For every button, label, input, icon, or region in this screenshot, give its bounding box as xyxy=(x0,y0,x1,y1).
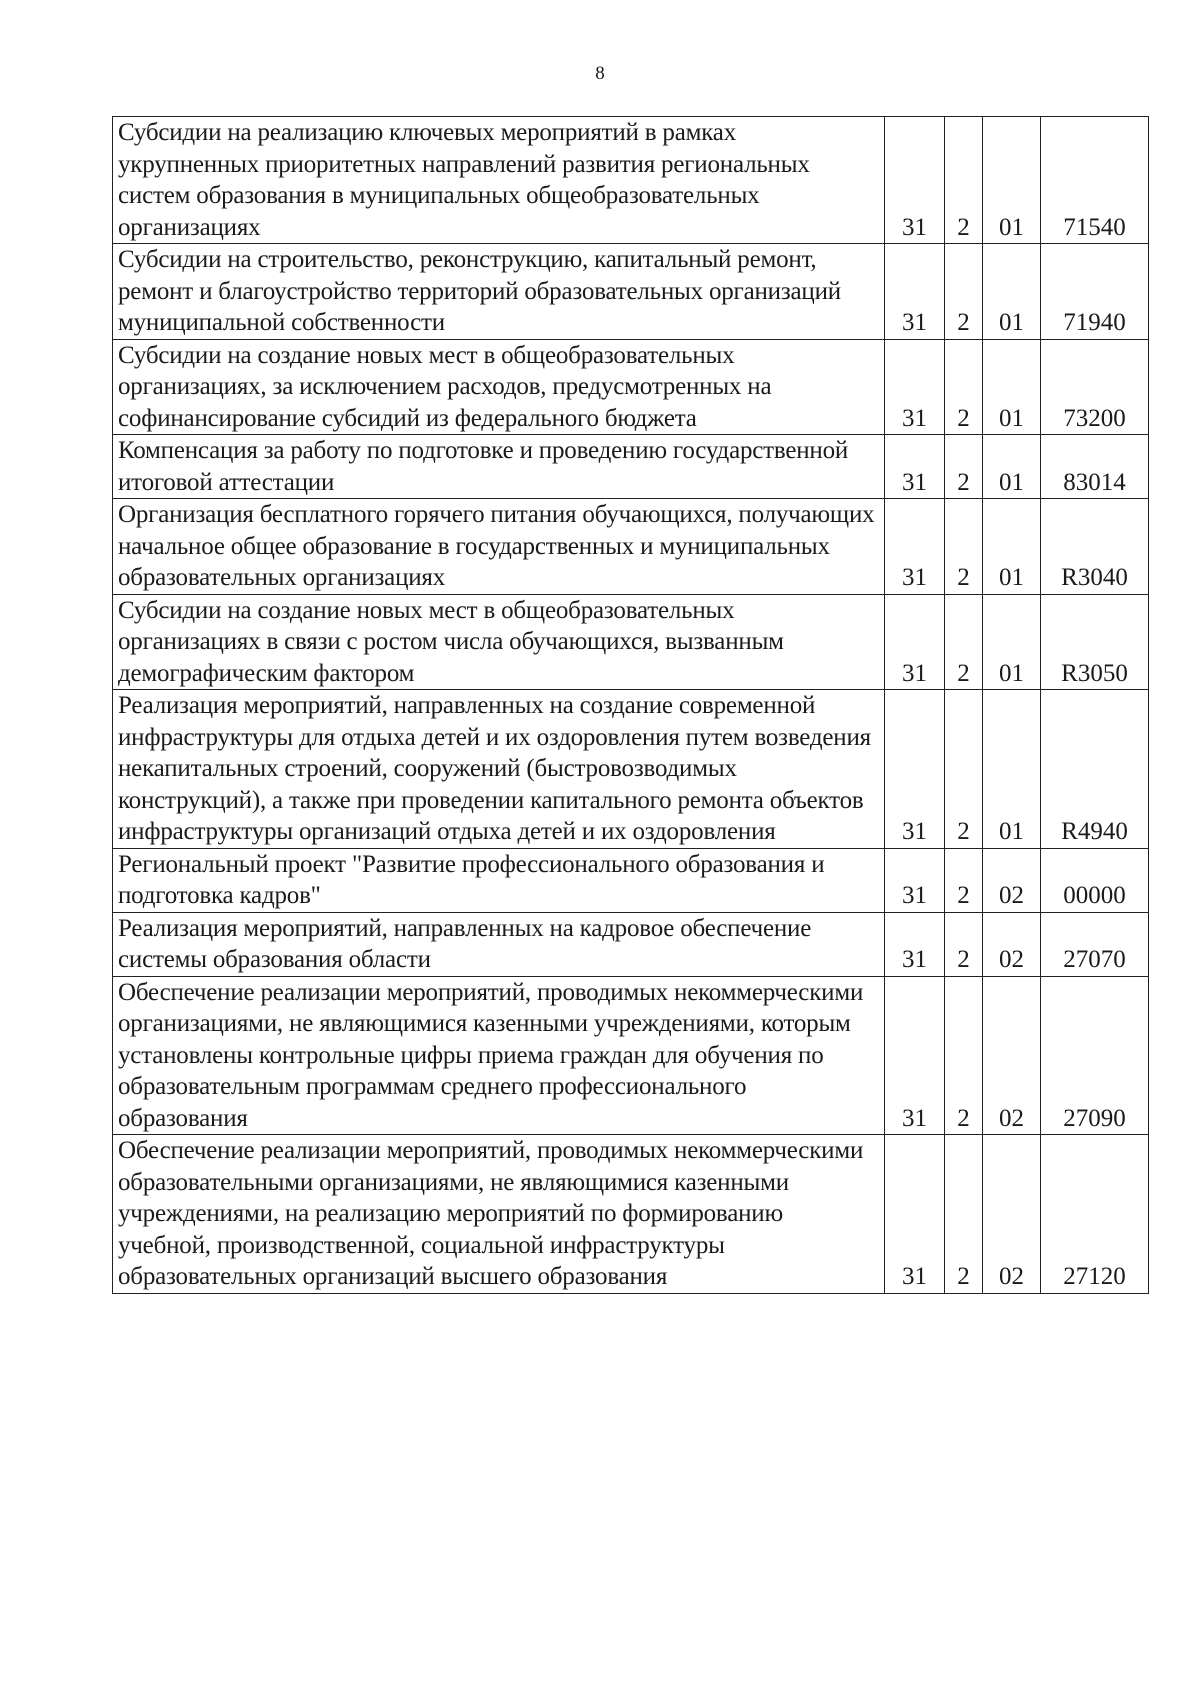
program-code-cell: 31 xyxy=(885,912,945,976)
row-description: Субсидии на реализацию ключевых мероприятий в рамках укрупненных приоритетных направлений развития региональных систем образования в муниципальных общеобразовательных организациях xyxy=(113,117,885,244)
table-row xyxy=(113,848,1149,912)
table-row xyxy=(113,435,1149,499)
table-row xyxy=(113,690,1149,849)
table-row xyxy=(113,244,1149,340)
row-description: Организация бесплатного горячего питания обучающихся, получающих начальное общее образование в государственных и муниципальных образовательных организациях xyxy=(113,499,885,595)
program-code-cell: 31 xyxy=(885,435,945,499)
direction-code-cell: 01 xyxy=(983,339,1041,435)
row-description: Субсидии на создание новых мест в общеобразовательных организациях в связи с ростом числа обучающихся, вызванным демографическим фактором xyxy=(113,594,885,690)
subprogram-code-cell: 2 xyxy=(945,976,983,1135)
subprogram-code-cell: 2 xyxy=(945,499,983,595)
table-row xyxy=(113,1135,1149,1294)
expense-code-cell: 71940 xyxy=(1041,244,1149,340)
subprogram-code-cell: 2 xyxy=(945,435,983,499)
program-code-cell: 31 xyxy=(885,976,945,1135)
direction-code-cell: 02 xyxy=(983,848,1041,912)
expense-code-cell: 83014 xyxy=(1041,435,1149,499)
program-code-cell: 31 xyxy=(885,1135,945,1294)
program-code-cell: 31 xyxy=(885,594,945,690)
table-row xyxy=(113,912,1149,976)
expense-code-cell: 73200 xyxy=(1041,339,1149,435)
table-row xyxy=(113,117,1149,244)
subprogram-code-cell: 2 xyxy=(945,690,983,849)
direction-code-cell: 01 xyxy=(983,594,1041,690)
program-code-cell: 31 xyxy=(885,117,945,244)
row-description: Региональный проект "Развитие профессионального образования и подготовка кадров" xyxy=(113,848,885,912)
subprogram-code-cell: 2 xyxy=(945,912,983,976)
direction-code-cell: 01 xyxy=(983,435,1041,499)
table-row xyxy=(113,976,1149,1135)
program-code-cell: 31 xyxy=(885,244,945,340)
expense-code-cell: 27070 xyxy=(1041,912,1149,976)
table-row xyxy=(113,499,1149,595)
program-code-cell: 31 xyxy=(885,499,945,595)
row-description: Реализация мероприятий, направленных на кадровое обеспечение системы образования области xyxy=(113,912,885,976)
row-description: Субсидии на создание новых мест в общеобразовательных организациях, за исключением расходов, предусмотренных на софинансирование субсидий из федерального бюджета xyxy=(113,339,885,435)
subprogram-code-cell: 2 xyxy=(945,339,983,435)
expense-code-cell: R3050 xyxy=(1041,594,1149,690)
direction-code-cell: 02 xyxy=(983,976,1041,1135)
expense-code-cell: 71540 xyxy=(1041,117,1149,244)
row-description: Субсидии на строительство, реконструкцию, капитальный ремонт, ремонт и благоустройство территорий образовательных организаций муниципальной собственности xyxy=(113,244,885,340)
expense-code-cell: 27090 xyxy=(1041,976,1149,1135)
direction-code-cell: 02 xyxy=(983,1135,1041,1294)
subprogram-code-cell: 2 xyxy=(945,117,983,244)
direction-code-cell: 01 xyxy=(983,499,1041,595)
row-description: Компенсация за работу по подготовке и проведению государственной итоговой аттестации xyxy=(113,435,885,499)
row-description: Обеспечение реализации мероприятий, проводимых некоммерческими образовательными организациями, не являющимися казенными учреждениями, на реализацию мероприятий по формированию учебной, производственной, социальной инфраструктуры образовательных организаций высшего образования xyxy=(113,1135,885,1294)
row-description: Обеспечение реализации мероприятий, проводимых некоммерческими организациями, не являющимися казенными учреждениями, которым установлены контрольные цифры приема граждан для обучения по образовательным программам среднего профессионального образования xyxy=(113,976,885,1135)
direction-code-cell: 01 xyxy=(983,244,1041,340)
direction-code-cell: 02 xyxy=(983,912,1041,976)
table-row xyxy=(113,594,1149,690)
program-code-cell: 31 xyxy=(885,848,945,912)
subprogram-code-cell: 2 xyxy=(945,244,983,340)
expense-code-cell: 00000 xyxy=(1041,848,1149,912)
page-number: 8 xyxy=(595,63,605,84)
program-code-cell: 31 xyxy=(885,339,945,435)
expense-code-cell: 27120 xyxy=(1041,1135,1149,1294)
direction-code-cell: 01 xyxy=(983,690,1041,849)
direction-code-cell: 01 xyxy=(983,117,1041,244)
table-row xyxy=(113,339,1149,435)
expense-code-cell: R4940 xyxy=(1041,690,1149,849)
expense-code-cell: R3040 xyxy=(1041,499,1149,595)
budget-classification-table xyxy=(112,116,1149,1294)
subprogram-code-cell: 2 xyxy=(945,848,983,912)
program-code-cell: 31 xyxy=(885,690,945,849)
subprogram-code-cell: 2 xyxy=(945,594,983,690)
subprogram-code-cell: 2 xyxy=(945,1135,983,1294)
row-description: Реализация мероприятий, направленных на создание современной инфраструктуры для отдыха детей и их оздоровления путем возведения некапитальных строений, сооружений (быстровозводимых конструкций), а также при проведении капитального ремонта объектов инфраструктуры организаций отдыха детей и их оздоровления xyxy=(113,690,885,849)
